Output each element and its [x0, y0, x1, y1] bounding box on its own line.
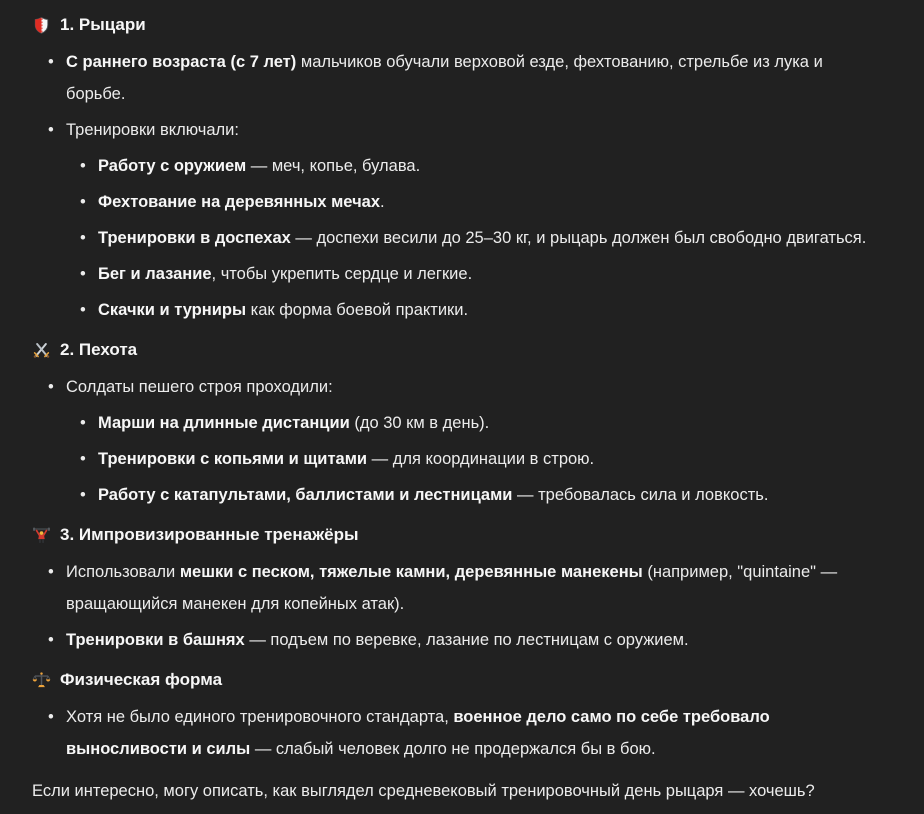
- shield-icon: [32, 16, 51, 35]
- bullet-list-container: [32, 556, 884, 656]
- balance-scale-icon: [32, 671, 51, 690]
- text-run: (например, "quintaine" — вращающийся манекен для копейных атак).: [66, 563, 838, 613]
- section-heading: [32, 667, 884, 693]
- assistant-message: [32, 12, 884, 807]
- bold-text-run: Работу с катапультами, баллистами и лестницами: [98, 486, 513, 504]
- list-item: [98, 222, 884, 254]
- section-heading: [32, 522, 884, 548]
- bold-text-run: Тренировки в доспехах: [98, 229, 291, 247]
- bullet-list-container: [32, 46, 884, 326]
- text-run: — слабый человек долго не продержался бы в бою.: [250, 740, 656, 758]
- list-item: [66, 114, 884, 326]
- bullet-list: [32, 556, 884, 656]
- section-heading-label: 2. Пехота: [60, 340, 138, 359]
- bold-text-run: Скачки и турниры: [98, 301, 247, 319]
- crossed-swords-icon: [32, 341, 51, 360]
- list-item: [98, 407, 884, 439]
- text-run: — доспехи весили до 25–30 кг, и рыцарь должен был свободно двигаться.: [290, 229, 867, 247]
- bold-text-run: Тренировки с копьями и щитами: [98, 450, 368, 468]
- bullet-list: [66, 150, 884, 326]
- list-item: [98, 294, 884, 326]
- bold-text-run: Работу с оружием: [98, 157, 247, 175]
- list-item: [98, 443, 884, 475]
- bullet-list: [66, 407, 884, 511]
- section-heading-label: 3. Импровизированные тренажёры: [60, 525, 359, 544]
- bullet-list: [32, 371, 884, 511]
- section-physical-fitness: [32, 667, 884, 765]
- text-run: , чтобы укрепить сердце и легкие.: [211, 265, 473, 283]
- bold-text-run: Марши на длинные дистанции: [98, 414, 350, 432]
- text-run: — меч, копье, булава.: [246, 157, 421, 175]
- bold-text-run: Бег и лазание: [98, 265, 212, 283]
- text-run: .: [380, 193, 385, 211]
- text-run: как форма боевой практики.: [246, 301, 469, 319]
- section-heading-label: Физическая форма: [60, 670, 223, 689]
- bullet-list: [32, 46, 884, 326]
- list-item: [66, 701, 884, 765]
- section-improvised-equipment: [32, 522, 884, 656]
- text-run: мальчиков обучали верховой езде, фехтованию, стрельбе из лука и борьбе.: [66, 53, 823, 103]
- bullet-list-container: [32, 701, 884, 765]
- section-heading: [32, 12, 884, 38]
- text-run: Тренировки включали:: [66, 121, 239, 139]
- list-item: [98, 186, 884, 218]
- section-knights: [32, 12, 884, 326]
- bold-text-run: Фехтование на деревянных мечах: [98, 193, 381, 211]
- text-run: — для координации в строю.: [367, 450, 595, 468]
- section-heading: [32, 337, 884, 363]
- bold-text-run: военное дело само по себе требовало выносливости и силы: [66, 708, 770, 758]
- bullet-list: [32, 701, 884, 765]
- list-item: [98, 479, 884, 511]
- list-item: [98, 150, 884, 182]
- bold-text-run: мешки с песком, тяжелые камни, деревянные манекены: [179, 563, 643, 581]
- weightlifter-icon: [32, 526, 51, 545]
- bullet-list-container: [32, 371, 884, 511]
- text-run: Хотя не было единого тренировочного стандарта,: [66, 708, 454, 726]
- text-run: Солдаты пешего строя проходили:: [66, 378, 333, 396]
- text-run: (до 30 км в день).: [349, 414, 490, 432]
- list-item: [66, 624, 884, 656]
- list-item: [66, 556, 884, 620]
- text-run: Использовали: [66, 563, 180, 581]
- section-infantry: [32, 337, 884, 511]
- bold-text-run: Тренировки в башнях: [66, 631, 245, 649]
- list-item: [66, 371, 884, 511]
- text-run: — требовалась сила и ловкость.: [512, 486, 769, 504]
- section-heading-label: 1. Рыцари: [60, 15, 146, 34]
- text-run: — подъем по веревке, лазание по лестницам с оружием.: [244, 631, 689, 649]
- list-item: [98, 258, 884, 290]
- bold-text-run: С раннего возраста (с 7 лет): [66, 53, 297, 71]
- list-item: [66, 46, 884, 110]
- closing-paragraph: Если интересно, могу описать, как выглядел средневековый тренировочный день рыцаря — хочешь?: [32, 782, 815, 800]
